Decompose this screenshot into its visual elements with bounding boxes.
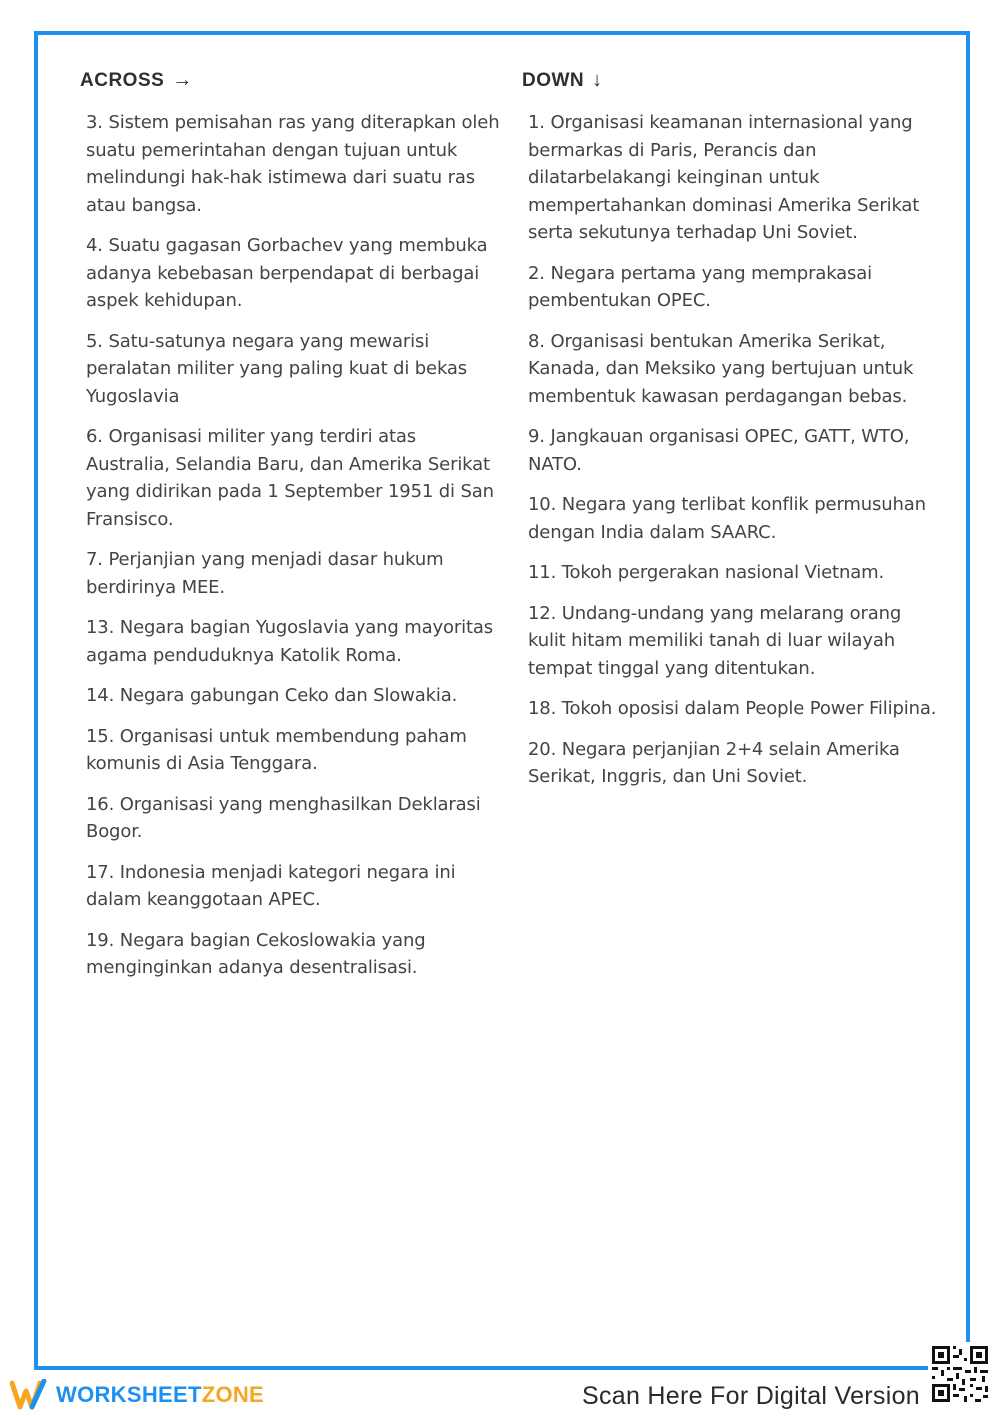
across-clue: 14. Negara gabungan Ceko dan Slowakia. bbox=[86, 685, 458, 706]
across-clue: 17. Indonesia menjadi kategori negara ini dalam keanggotaan APEC. bbox=[86, 861, 456, 910]
across-clue: 13. Negara bagian Yugoslavia yang mayoritas agama penduduknya Katolik Roma. bbox=[86, 617, 494, 666]
across-clue: 7. Perjanjian yang menjadi dasar hukum berdirinya MEE. bbox=[86, 549, 444, 598]
down-clue: 2. Negara pertama yang memprakasai pembentukan OPEC. bbox=[528, 262, 873, 311]
across-clue: 5. Satu-satunya negara yang mewarisi peralatan militer yang paling kuat di bekas Yugoslavia bbox=[86, 330, 468, 407]
down-title: DOWN bbox=[522, 69, 585, 91]
brand-name-part1: WORKSHEET bbox=[56, 1382, 202, 1407]
worksheet-frame bbox=[34, 31, 970, 1370]
across-clue-list bbox=[80, 109, 504, 982]
across-clue: 16. Organisasi yang menghasilkan Deklarasi Bogor. bbox=[86, 793, 481, 842]
down-clue: 12. Undang-undang yang melarang orang kulit hitam memiliki tanah di luar wilayah tempat tinggal yang ditentukan. bbox=[528, 602, 902, 679]
down-clue: 18. Tokoh oposisi dalam People Power Filipina. bbox=[528, 698, 937, 719]
across-title: ACROSS bbox=[80, 69, 165, 91]
worksheetzone-logo[interactable] bbox=[10, 1379, 264, 1411]
scan-instruction: Scan Here For Digital Version bbox=[581, 1382, 920, 1410]
across-clue: 19. Negara bagian Cekoslowakia yang menginginkan adanya desentralisasi. bbox=[86, 929, 426, 978]
across-header bbox=[80, 69, 504, 92]
brand-name-part2: ZONE bbox=[201, 1382, 265, 1407]
down-arrow-icon: ↓ bbox=[592, 69, 603, 91]
qr-code-icon[interactable] bbox=[928, 1342, 992, 1406]
brand-name bbox=[56, 1382, 264, 1408]
down-clue: 11. Tokoh pergerakan nasional Vietnam. bbox=[528, 562, 885, 583]
across-clue: 4. Suatu gagasan Gorbachev yang membuka adanya kebebasan berpendapat di berbagai aspek kehidupan. bbox=[86, 235, 488, 311]
across-column bbox=[80, 69, 504, 995]
down-clue: 20. Negara perjanjian 2+4 selain Amerika Serikat, Inggris, dan Uni Soviet. bbox=[528, 738, 900, 787]
right-arrow-icon: → bbox=[172, 69, 193, 91]
down-clue: 8. Organisasi bentukan Amerika Serikat, Kanada, dan Meksiko yang bertujuan untuk membentuk kawasan perdagangan bebas. bbox=[528, 330, 914, 407]
down-header bbox=[522, 69, 942, 92]
down-clue: 1. Organisasi keamanan internasional yang bermarkas di Paris, Perancis dan dilatarbelakangi keinginan untuk mempertahankan dominasi Amerika Serikat serta sekutunya terhadap Uni Soviet. bbox=[528, 112, 920, 243]
down-clue-list bbox=[522, 109, 942, 791]
down-clue: 10. Negara yang terlibat konflik permusuhan dengan India dalam SAARC. bbox=[528, 494, 926, 543]
down-clue: 9. Jangkauan organisasi OPEC, GATT, WTO, NATO. bbox=[528, 426, 910, 475]
across-clue: 3. Sistem pemisahan ras yang diterapkan oleh suatu pemerintahan dengan tujuan untuk melindungi hak-hak istimewa dari suatu ras atau bangsa. bbox=[86, 112, 500, 216]
across-clue: 6. Organisasi militer yang terdiri atas Australia, Selandia Baru, dan Amerika Serikat yang didirikan pada 1 September 1951 di San Fransisco. bbox=[86, 426, 494, 530]
across-clue: 15. Organisasi untuk membendung paham komunis di Asia Tenggara. bbox=[86, 725, 467, 774]
worksheetzone-logo-icon bbox=[10, 1379, 50, 1411]
down-column bbox=[522, 69, 942, 804]
